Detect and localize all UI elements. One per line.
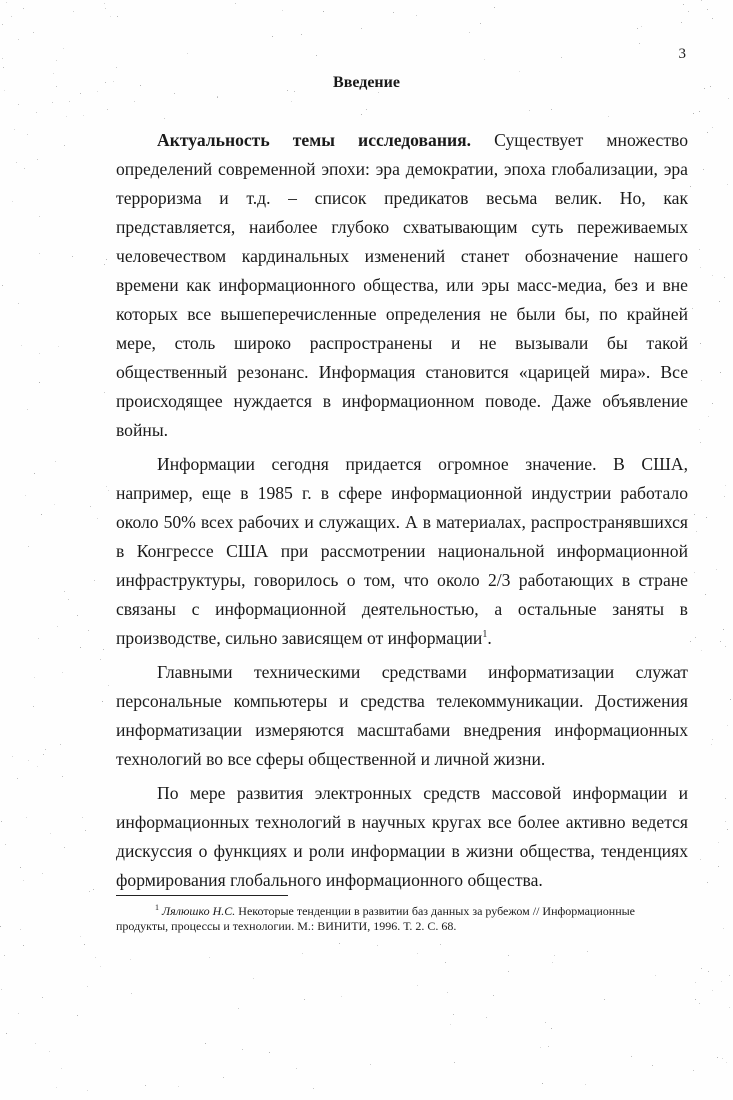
noise-dot — [39, 353, 40, 354]
noise-dot — [699, 1003, 700, 1004]
noise-dot — [235, 3, 236, 4]
noise-dot — [652, 1065, 653, 1066]
noise-dot — [716, 569, 717, 570]
noise-dot — [89, 891, 90, 892]
noise-dot — [93, 889, 94, 890]
paragraph-relevance — [116, 126, 688, 445]
noise-dot — [720, 641, 721, 642]
noise-dot — [63, 48, 64, 49]
noise-dot — [12, 201, 13, 202]
paragraph-information-value — [116, 450, 688, 653]
noise-dot — [60, 744, 61, 745]
noise-dot — [58, 346, 59, 347]
noise-dot — [480, 23, 481, 24]
noise-dot — [724, 277, 725, 278]
noise-dot — [6, 1033, 7, 1034]
noise-dot — [694, 514, 695, 515]
noise-dot — [103, 649, 104, 650]
noise-dot — [95, 957, 96, 958]
noise-dot — [690, 641, 691, 642]
noise-dot — [108, 685, 109, 686]
noise-dot — [0, 926, 1, 927]
noise-dot — [6, 2, 7, 3]
noise-dot — [706, 517, 707, 518]
noise-dot — [725, 798, 726, 799]
noise-dot — [301, 34, 302, 35]
noise-dot — [21, 345, 22, 346]
noise-dot — [727, 725, 728, 726]
noise-dot — [291, 101, 292, 102]
noise-dot — [699, 111, 700, 112]
noise-dot — [55, 461, 56, 462]
noise-dot — [302, 953, 303, 954]
noise-dot — [2, 58, 3, 59]
noise-dot — [707, 9, 708, 10]
noise-dot — [637, 28, 638, 29]
noise-dot — [178, 1086, 179, 1087]
noise-dot — [28, 760, 29, 761]
noise-dot — [587, 951, 588, 952]
noise-dot — [62, 672, 63, 673]
noise-dot — [164, 118, 165, 119]
noise-dot — [604, 999, 605, 1000]
noise-dot — [690, 186, 691, 187]
noise-dot — [708, 971, 709, 972]
noise-dot — [61, 1068, 62, 1069]
noise-dot — [100, 966, 101, 967]
noise-dot — [209, 957, 210, 958]
noise-dot — [416, 15, 417, 16]
noise-dot — [717, 1057, 718, 1058]
paragraph-text: По мере развития электронных средств массовой информации и информационных технологий в научных кругах все более активно ведется дискуссия о функциях и роли информации в жизни общества, тенденциях формирования глобального информационного общества. — [116, 783, 688, 890]
noise-dot — [87, 986, 88, 987]
noise-dot — [718, 866, 719, 867]
noise-dot — [50, 833, 51, 834]
paragraph-text: Информации сегодня придается огромное значение. В США, например, еще в 1985 г. в сфере информационной индустрии работало около 50% всех рабочих и служащих. А в материалах, распространявшихся в Конгрессе США при рассмотрении национальной информационной инфраструктуры, говорилось о том, что около 2/3 работающих в стране связаны с информационной деятельностью, а остальные заняты в производстве, сильно зависящем от информации — [116, 454, 688, 648]
noise-dot — [88, 630, 89, 631]
footnote-reference: 1 — [482, 629, 488, 641]
noise-dot — [1, 989, 2, 990]
noise-dot — [699, 249, 700, 250]
noise-dot — [223, 1077, 224, 1078]
noise-dot — [701, 0, 702, 1]
noise-dot — [102, 701, 103, 702]
noise-dot — [361, 28, 362, 29]
noise-dot — [94, 580, 95, 581]
noise-dot — [36, 112, 37, 113]
noise-dot — [80, 93, 81, 94]
noise-dot — [174, 93, 175, 94]
noise-dot — [508, 955, 509, 956]
noise-dot — [585, 1084, 586, 1085]
noise-dot — [38, 638, 39, 639]
relevance-lead: Актуальность темы исследования. — [157, 130, 472, 150]
noise-dot — [106, 486, 107, 487]
footnote-author: Лялюшко Н.С. — [162, 904, 236, 918]
noise-dot — [700, 859, 701, 860]
noise-dot — [707, 882, 708, 883]
noise-dot — [493, 995, 494, 996]
noise-dot — [554, 955, 555, 956]
noise-dot — [729, 1007, 730, 1008]
noise-dot — [116, 67, 117, 68]
noise-dot — [39, 216, 40, 217]
noise-dot — [339, 943, 340, 944]
noise-dot — [719, 301, 720, 302]
noise-dot — [18, 1013, 19, 1014]
noise-dot — [272, 36, 273, 37]
noise-dot — [454, 1062, 455, 1063]
noise-dot — [700, 442, 701, 443]
noise-dot — [105, 8, 106, 9]
noise-dot — [1, 821, 2, 822]
noise-dot — [631, 1056, 632, 1057]
noise-dot — [695, 999, 696, 1000]
noise-dot — [712, 275, 713, 276]
noise-dot — [313, 1088, 314, 1089]
noise-dot — [117, 16, 118, 17]
paragraph-technical-means — [116, 658, 688, 774]
noise-dot — [269, 1052, 270, 1053]
noise-dot — [393, 12, 394, 13]
paragraph-tail: . — [487, 628, 492, 648]
noise-dot — [341, 996, 342, 997]
noise-dot — [110, 16, 111, 17]
noise-dot — [23, 8, 24, 9]
noise-dot — [66, 116, 67, 117]
noise-dot — [700, 343, 701, 344]
noise-dot — [253, 978, 254, 979]
noise-dot — [694, 572, 695, 573]
noise-dot — [551, 109, 552, 110]
noise-dot — [205, 1043, 206, 1044]
noise-dot — [417, 985, 418, 986]
noise-dot — [11, 16, 12, 17]
noise-dot — [699, 429, 700, 430]
noise-dot — [708, 416, 709, 417]
noise-dot — [718, 842, 719, 843]
noise-dot — [712, 739, 713, 740]
noise-dot — [486, 1017, 487, 1018]
noise-dot — [18, 303, 19, 304]
noise-dot — [69, 101, 70, 102]
noise-dot — [453, 1014, 454, 1015]
noise-dot — [37, 159, 38, 160]
noise-dot — [72, 256, 73, 257]
noise-dot — [548, 1046, 549, 1047]
noise-dot — [20, 929, 21, 930]
noise-dot — [77, 615, 78, 616]
noise-dot — [64, 591, 65, 592]
noise-dot — [83, 115, 84, 116]
noise-dot — [2, 24, 3, 25]
noise-dot — [85, 830, 86, 831]
noise-dot — [707, 132, 708, 133]
noise-dot — [723, 928, 724, 929]
paragraph-text: Главными техническими средствами информатизации служат персональные компьютеры и средства телекоммуникации. Достижения информатизации измеряются масштабами внедрения информационных технологий во все сферы общественной и личной жизни. — [116, 662, 688, 769]
footnote — [116, 904, 676, 934]
noise-dot — [131, 993, 132, 994]
noise-dot — [445, 962, 446, 963]
noise-dot — [104, 392, 105, 393]
noise-dot — [730, 699, 731, 700]
noise-dot — [106, 259, 107, 260]
noise-dot — [49, 1051, 50, 1052]
noise-dot — [540, 1047, 541, 1048]
noise-dot — [722, 1058, 723, 1059]
noise-dot — [43, 754, 44, 755]
noise-dot — [529, 110, 530, 111]
noise-dot — [721, 981, 722, 982]
noise-dot — [696, 531, 697, 532]
noise-dot — [447, 992, 448, 993]
noise-dot — [242, 1049, 243, 1050]
noise-dot — [3, 67, 4, 68]
noise-dot — [73, 11, 74, 12]
noise-dot — [145, 1085, 146, 1086]
noise-dot — [725, 646, 726, 647]
section-heading: Введение — [333, 74, 400, 91]
noise-dot — [725, 485, 726, 486]
noise-dot — [323, 11, 324, 12]
noise-dot — [727, 829, 728, 830]
noise-dot — [100, 659, 101, 660]
noise-dot — [701, 968, 702, 969]
noise-dot — [68, 599, 69, 600]
noise-dot — [296, 1068, 297, 1069]
noise-dot — [104, 264, 105, 265]
noise-dot — [107, 109, 108, 110]
noise-dot — [561, 57, 562, 58]
noise-dot — [450, 1024, 451, 1025]
noise-dot — [18, 39, 19, 40]
noise-dot — [304, 999, 305, 1000]
noise-dot — [37, 766, 38, 767]
noise-dot — [42, 873, 43, 874]
noise-dot — [688, 11, 689, 12]
noise-dot — [104, 3, 105, 4]
noise-dot — [27, 409, 28, 410]
paragraph-text: Существует множество определений современной эпохи: эра демократии, эпоха глобализации, эра терроризма и т.д. – список предикатов весьма велик. Но, как представляется, наиболее глубоко схватывающим суть переживаемых человечеством кардинальных изменений станет обозначение нашего времени как информационного общества, или эры масс-медиа, без и вне которых все вышеперечисленные определения не были бы, по крайней мере, столь широко распространены и не вызывали бы такой общественный резонанс. Информация становится «царицей мира». Все происходящее нуждается в информационном поводе. Даже объявление войны. — [116, 130, 688, 440]
noise-dot — [316, 55, 317, 56]
noise-dot — [24, 168, 25, 169]
noise-dot — [130, 959, 131, 960]
footnote-text: Некоторые тенденции в развитии баз данных за рубежом // Информационные продукты, процессы и технологии. М.: ВИНИТИ, 1996. Т. 2. С. 68. — [116, 904, 635, 933]
noise-dot — [87, 1090, 88, 1091]
noise-dot — [80, 936, 81, 937]
noise-dot — [695, 637, 696, 638]
noise-dot — [683, 4, 684, 5]
noise-dot — [52, 102, 53, 103]
noise-dot — [28, 546, 29, 547]
noise-dot — [370, 1064, 371, 1065]
noise-dot — [639, 43, 640, 44]
footnote-marker: 1 — [155, 903, 159, 912]
noise-dot — [692, 308, 693, 309]
noise-dot — [693, 1070, 694, 1071]
noise-dot — [35, 1043, 36, 1044]
noise-dot — [440, 944, 441, 945]
noise-dot — [641, 26, 642, 27]
noise-dot — [27, 134, 28, 135]
body-text — [116, 126, 688, 900]
noise-dot — [2, 285, 3, 286]
noise-dot — [712, 990, 713, 991]
noise-dot — [45, 749, 46, 750]
noise-dot — [187, 53, 188, 54]
noise-dot — [134, 101, 135, 102]
noise-dot — [12, 756, 13, 757]
noise-dot — [552, 962, 553, 963]
noise-dot — [712, 127, 713, 128]
noise-dot — [551, 1028, 552, 1029]
noise-dot — [727, 184, 728, 185]
noise-dot — [508, 971, 509, 972]
noise-dot — [97, 518, 98, 519]
noise-dot — [108, 490, 109, 491]
noise-dot — [700, 267, 701, 268]
noise-dot — [519, 71, 520, 72]
noise-dot — [701, 650, 702, 651]
noise-dot — [4, 955, 5, 956]
noise-dot — [720, 372, 721, 373]
noise-dot — [726, 1062, 727, 1063]
noise-dot — [701, 380, 702, 381]
noise-dot — [33, 32, 34, 33]
footnote-divider — [116, 895, 288, 896]
noise-dot — [39, 382, 40, 383]
noise-dot — [545, 1022, 546, 1023]
noise-dot — [41, 514, 42, 515]
noise-dot — [705, 594, 706, 595]
noise-dot — [17, 778, 18, 779]
noise-dot — [84, 944, 85, 945]
noise-dot — [56, 60, 57, 61]
noise-dot — [26, 817, 27, 818]
noise-dot — [56, 1087, 57, 1088]
noise-dot — [90, 506, 91, 507]
noise-dot — [5, 844, 6, 845]
noise-dot — [417, 953, 418, 954]
noise-dot — [725, 821, 726, 822]
noise-dot — [494, 7, 495, 8]
noise-dot — [80, 647, 81, 648]
noise-dot — [693, 113, 694, 114]
paragraph-discussion — [116, 779, 688, 895]
noise-dot — [14, 129, 15, 130]
noise-dot — [695, 982, 696, 983]
noise-dot — [16, 162, 17, 163]
noise-dot — [34, 473, 35, 474]
noise-dot — [57, 626, 58, 627]
noise-dot — [42, 997, 43, 998]
noise-dot — [711, 744, 712, 745]
noise-dot — [361, 114, 362, 115]
noise-dot — [33, 706, 34, 707]
noise-dot — [77, 1015, 78, 1016]
noise-dot — [366, 109, 367, 110]
noise-dot — [655, 975, 656, 976]
noise-dot — [64, 145, 65, 146]
noise-dot — [82, 817, 83, 818]
noise-dot — [217, 97, 218, 98]
noise-dot — [484, 59, 485, 60]
noise-dot — [712, 18, 713, 19]
noise-dot — [729, 975, 730, 976]
noise-dot — [728, 98, 729, 99]
noise-dot — [62, 776, 63, 777]
noise-dot — [20, 867, 21, 868]
noise-dot — [608, 116, 609, 117]
noise-dot — [64, 847, 65, 848]
noise-dot — [25, 495, 26, 496]
noise-dot — [34, 677, 35, 678]
noise-dot — [703, 169, 704, 170]
page-number: 3 — [678, 46, 686, 62]
noise-dot — [469, 32, 470, 33]
noise-dot — [18, 104, 19, 105]
noise-dot — [39, 253, 40, 254]
noise-dot — [712, 403, 713, 404]
noise-dot — [681, 22, 682, 23]
noise-dot — [23, 880, 24, 881]
noise-dot — [23, 945, 24, 946]
noise-dot — [282, 10, 283, 11]
noise-dot — [377, 945, 378, 946]
noise-dot — [238, 1008, 239, 1009]
noise-dot — [724, 496, 725, 497]
noise-dot — [542, 1083, 543, 1084]
noise-dot — [723, 629, 724, 630]
noise-dot — [54, 504, 55, 505]
